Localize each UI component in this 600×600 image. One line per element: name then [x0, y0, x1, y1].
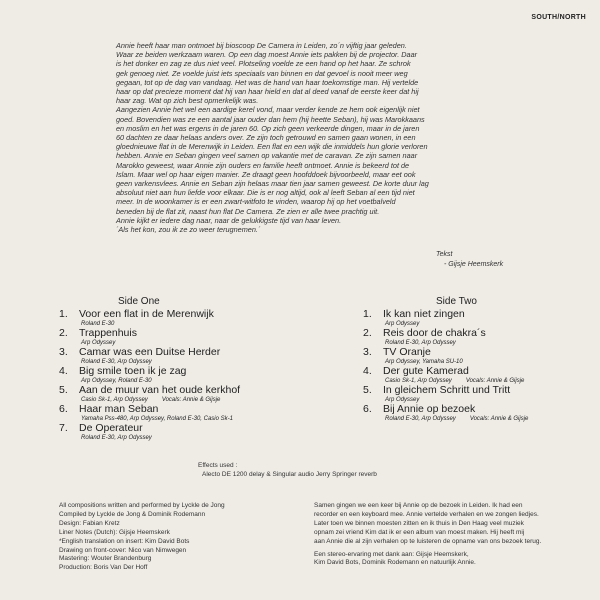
track-name: Der gute Kamerad [383, 365, 469, 377]
track-title [363, 347, 528, 358]
track-instruments: Casio Sk-1, Arp Odyssey [81, 397, 148, 403]
track-instruments: Roland E-30, Arp Odyssey [385, 340, 456, 346]
track-title [363, 404, 528, 415]
track-instruments: Roland E-30, Arp Odyssey [81, 359, 152, 365]
track-title [59, 385, 240, 396]
effects-line: Alecto DE 1200 delay & Singular audio Jerry Springer reverb [202, 471, 377, 478]
track-name: Big smile toen ik je zag [79, 365, 187, 377]
track-vocals: Vocals: Annie & Gijsje [469, 416, 529, 422]
track-instruments: Roland E-30, Arp Odyssey [385, 416, 456, 422]
credit-line: Liner Notes (Dutch): Gijsje Heemskerk [59, 528, 170, 536]
track-name: Camar was een Duitse Herder [79, 346, 221, 358]
note-line: recorder en een keyboard mee. Annie vertelde verhalen en we zongen liedjes. [314, 510, 539, 518]
side-one-title: Side One [118, 296, 160, 307]
track-item [59, 404, 240, 423]
track-item [363, 404, 528, 423]
credit-line: Compiled by Lyckle de Jong & Dominik Rodemann [59, 510, 206, 518]
track-instruments: Casio Sk-1, Arp Odyssey [385, 378, 452, 384]
personal-note [314, 502, 541, 568]
track-item [59, 366, 240, 385]
track-name: Aan de muur van het oude kerkhof [79, 384, 241, 396]
story-text: Annie heeft haar man ontmoet bij bioscoop De Camera in Leiden, zo´n vijftig jaar geleden. Waar ze beiden werkzaam waren. Op een dag moest Annie iets pakken bij de projector. Daar is het donker en zag ze dus niet veel. Plotseling voelde ze een hand op het haar. Ze schrok gek genoeg niet. Ze voelde juist iets speciaals van binnen en dat gevoel is nooit meer weg gegaan, tot op de dag van vandaag. Het was de hand van haar toekomstige man. Hij vertelde haar op dat precieze moment dat hij van haar hield en dat al deed vanaf de eerste keer dat hij haar zag. Wat op zich best opmerkelijk was. Aangezien Annie het wel een aardige kerel vond, maar verder kende ze hem ook eigenlijk niet goed. Bovendien was ze een aantal jaar ouder dan hem (hij heette Seban), hij was Marokkaans en moslim en het was ergens in de jaren 60. Op zich geen verkeerde dingen, maar in de jaren 60 dachten ze daar helaas anders over. Ze zijn toch getrouwd en samen gaan wonen, in een gloednieuwe flat in de Merenwijk in Leiden. Een flat en een wijk die inmiddels hun glorie verloren hebben. Annie en Seban gingen veel samen op vakantie met de caravan. Ze zijn samen naar Marokko geweest, waar Annie zijn ouders en familie heeft ontmoet. Annie is bekeerd tot de Islam. Maar wel op haar eigen manier. Ze draagt geen hoofddoek bijvoorbeeld, maar eet ook geen varkensvlees. Annie en Seban zijn helaas maar tien jaar samen geweest. De korte duur lag absoluut niet aan hun liefde voor elkaar. Die is er nog altijd, ook al leeft Seban al een tijd niet meer. In de woonkamer is er een zwart-witfoto te vinden, waarop hij op het voetbalveld beneden bij de flat zit, naast hun flat De Camera. Ze zien er alle twee prachtig uit. Annie kijkt er iedere dag naar, naar de gelukkigste tijd van haar leven. ´Als het kon, zou ik ze zo weer terugnemen.´ [116, 41, 429, 235]
track-item [59, 328, 240, 347]
track-instruments: Yamaha Pss-480, Arp Odyssey, Roland E-30, Casio Sk-1 [81, 416, 233, 422]
track-item [59, 385, 240, 404]
credit-line: Drawing on front-cover: Nico van Nimwegen [59, 546, 187, 554]
label-logo: SOUTH/NORTH [531, 14, 586, 21]
side-two-title: Side Two [436, 296, 477, 307]
track-instruments: Arp Odyssey, Yamaha SU-10 [385, 359, 463, 365]
note-line: aan Annie die al zijn verhalen op te luisteren de opname van ons bezoek terug. [314, 537, 542, 545]
track-instruments: Roland E-30 [81, 321, 115, 327]
track-number: 1. [59, 308, 68, 320]
track-item [59, 347, 240, 366]
track-item [363, 328, 528, 347]
track-instruments: Arp Odyssey [385, 397, 420, 403]
track-number: 1. [363, 308, 372, 320]
side-two-tracklist [363, 309, 528, 423]
track-number: 3. [59, 346, 68, 358]
track-number: 4. [363, 365, 372, 377]
note-line: Samen gingen we een keer bij Annie op de bezoek in Leiden. Ik had een [314, 502, 523, 509]
track-name: TV Oranje [383, 346, 431, 358]
side-one-tracklist [59, 309, 240, 442]
credit-line: Mastering: Wouter Brandenburg [59, 555, 152, 563]
track-name: Bij Annie op bezoek [383, 403, 476, 415]
track-number: 2. [59, 327, 68, 339]
track-title [59, 328, 240, 339]
track-number: 2. [363, 327, 372, 339]
production-credits [59, 502, 225, 573]
track-title [59, 423, 240, 434]
track-name: In gleichem Schritt und Tritt [383, 384, 511, 396]
thanks-line: Een stereo-ervaring met dank aan: Gijsje Heemskerk, [314, 550, 469, 558]
track-instruments: Roland E-30, Arp Odyssey [81, 435, 152, 441]
track-number: 7. [59, 422, 68, 434]
effects-used [198, 461, 377, 479]
track-number: 6. [363, 403, 372, 415]
track-item [363, 347, 528, 366]
thanks-line: Kim David Bots, Dominik Rodemann en natuurlijk Annie. [314, 559, 476, 567]
text-credit [436, 250, 503, 270]
track-item [363, 385, 528, 404]
track-item [59, 423, 240, 442]
track-title [59, 404, 240, 415]
track-name: Haar man Seban [79, 403, 159, 415]
credit-name: - Gijsje Heemskerk [444, 261, 504, 268]
track-instruments-line [59, 434, 240, 442]
track-name: De Operateur [79, 422, 143, 434]
track-instruments: Arp Odyssey, Roland E-30 [81, 378, 152, 384]
track-title [363, 385, 528, 396]
track-vocals: Vocals: Annie & Gijsje [465, 378, 525, 384]
track-item [363, 366, 528, 385]
credit-line: Design: Fabian Kretz [59, 519, 120, 527]
track-title [363, 366, 528, 377]
credit-line: Production: Boris Van Der Hoff [59, 564, 148, 572]
track-vocals: Vocals: Annie & Gijsje [161, 397, 221, 403]
track-instruments-line [363, 415, 528, 423]
credit-label: Tekst [436, 251, 453, 258]
track-name: Trappenhuis [79, 327, 137, 339]
track-title [363, 328, 528, 339]
track-number: 4. [59, 365, 68, 377]
track-title [363, 309, 528, 320]
track-item [363, 309, 528, 328]
track-instruments: Arp Odyssey [385, 321, 420, 327]
track-name: Reis door de chakra´s [383, 327, 486, 339]
track-title [59, 347, 240, 358]
note-line: opnam zei vriend Kim dat ik er een album van moest maken. Hij heeft mij [314, 528, 525, 536]
effects-label: Effects used : [198, 462, 238, 469]
track-item [59, 309, 240, 328]
track-number: 5. [363, 384, 372, 396]
track-name: Voor een flat in de Merenwijk [79, 308, 214, 320]
track-number: 6. [59, 403, 68, 415]
track-title [59, 309, 240, 320]
credit-line: All compositions written and performed by Lyckle de Jong [59, 502, 225, 509]
track-number: 3. [363, 346, 372, 358]
track-instruments: Arp Odyssey [81, 340, 116, 346]
track-number: 5. [59, 384, 68, 396]
track-title [59, 366, 240, 377]
credit-line: *English translation on insert: Kim David Bots [59, 537, 190, 545]
liner-notes [116, 41, 488, 234]
track-name: Ik kan niet zingen [383, 308, 465, 320]
note-line: Later toen we binnen moesten zitten en ik thuis in Den Haag veel muziek [314, 519, 524, 527]
